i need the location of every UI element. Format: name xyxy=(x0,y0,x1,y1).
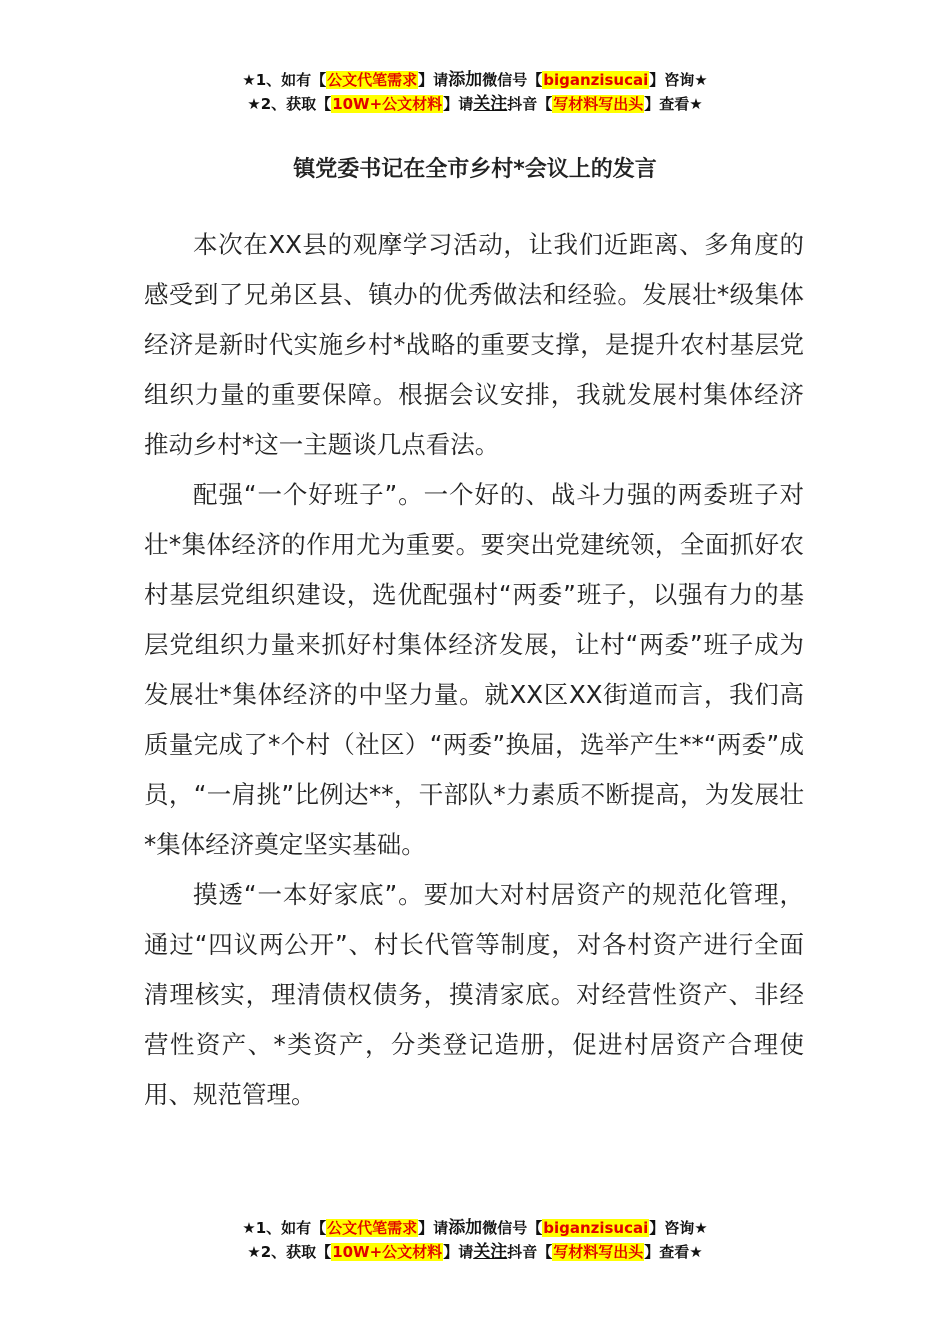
banner-text: 】咨询★ xyxy=(649,1219,708,1237)
banner-highlight: 写材料写出头 xyxy=(553,95,644,113)
paragraph: 摸透“一本好家底”。要加大对村居资产的规范化管理，通过“四议两公开”、村长代管等制度，对各村资产进行全面清理核实，理清债权债务，摸清家底。对经营性资产、非经营性资产、*类资产，分类登记造册，促进村居资产合理使用、规范管理。 xyxy=(144,880,804,1109)
banner-emphasis: 关注 xyxy=(473,1242,508,1262)
banner-highlight: 10W+公文材料 xyxy=(332,95,443,113)
banner-text: 】咨询★ xyxy=(649,71,708,89)
banner-highlight: biganzisucai xyxy=(543,71,649,89)
banner-text: ★2、获取【 xyxy=(247,95,332,113)
banner-line-1 xyxy=(0,1216,950,1240)
banner-highlight: 10W+公文材料 xyxy=(332,1243,443,1261)
banner-text: 微信号【 xyxy=(482,71,543,89)
banner-text: 】查看★ xyxy=(644,95,703,113)
banner-emphasis: 关注 xyxy=(473,94,508,114)
paragraph: 配强“一个好班子”。一个好的、战斗力强的两委班子对壮*集体经济的作用尤为重要。要突出党建统领，全面抓好农村基层党组织建设，选优配强村“两委”班子，以强有力的基层党组织力量来抓好村集体经济发展，让村“两委”班子成为发展壮*集体经济的中坚力量。就XX区XX街道而言，我们高质量完成了*个村（社区）“两委”换届，选举产生**“两委”成员，“一肩挑”比例达**，干部队*力素质不断提高，为发展壮*集体经济奠定坚实基础。 xyxy=(144,480,804,859)
banner-text: 】查看★ xyxy=(644,1243,703,1261)
banner-text: 微信号【 xyxy=(482,1219,543,1237)
banner-text: 抖音【 xyxy=(507,1243,553,1261)
banner-highlight: biganzisucai xyxy=(543,1219,649,1237)
document-body xyxy=(144,220,804,1120)
banner-line-1 xyxy=(0,68,950,92)
paragraph: 本次在XX县的观摩学习活动，让我们近距离、多角度的感受到了兄弟区县、镇办的优秀做法和经验。发展壮*级集体经济是新时代实施乡村*战略的重要支撑，是提升农村基层党组织力量的重要保障。根据会议安排，我就发展村集体经济推动乡村*这一主题谈几点看法。 xyxy=(144,230,804,459)
footer-banner xyxy=(0,1216,950,1264)
banner-text: ★1、如有【 xyxy=(242,1219,327,1237)
banner-text: 】请 xyxy=(443,1243,474,1261)
banner-emphasis: 添加 xyxy=(448,70,483,90)
banner-emphasis: 添加 xyxy=(448,1218,483,1238)
banner-highlight: 公文代笔需求 xyxy=(327,71,418,89)
banner-highlight: 写材料写出头 xyxy=(553,1243,644,1261)
banner-line-2 xyxy=(0,1240,950,1264)
banner-text: 抖音【 xyxy=(507,95,553,113)
banner-highlight: 公文代笔需求 xyxy=(327,1219,418,1237)
header-banner xyxy=(0,68,950,116)
banner-text: 】请 xyxy=(418,1219,449,1237)
banner-text: 】请 xyxy=(443,95,474,113)
banner-text: ★1、如有【 xyxy=(242,71,327,89)
banner-text: ★2、获取【 xyxy=(247,1243,332,1261)
document-title: 镇党委书记在全市乡村*会议上的发言 xyxy=(293,157,657,182)
banner-text: 】请 xyxy=(418,71,449,89)
banner-line-2 xyxy=(0,92,950,116)
